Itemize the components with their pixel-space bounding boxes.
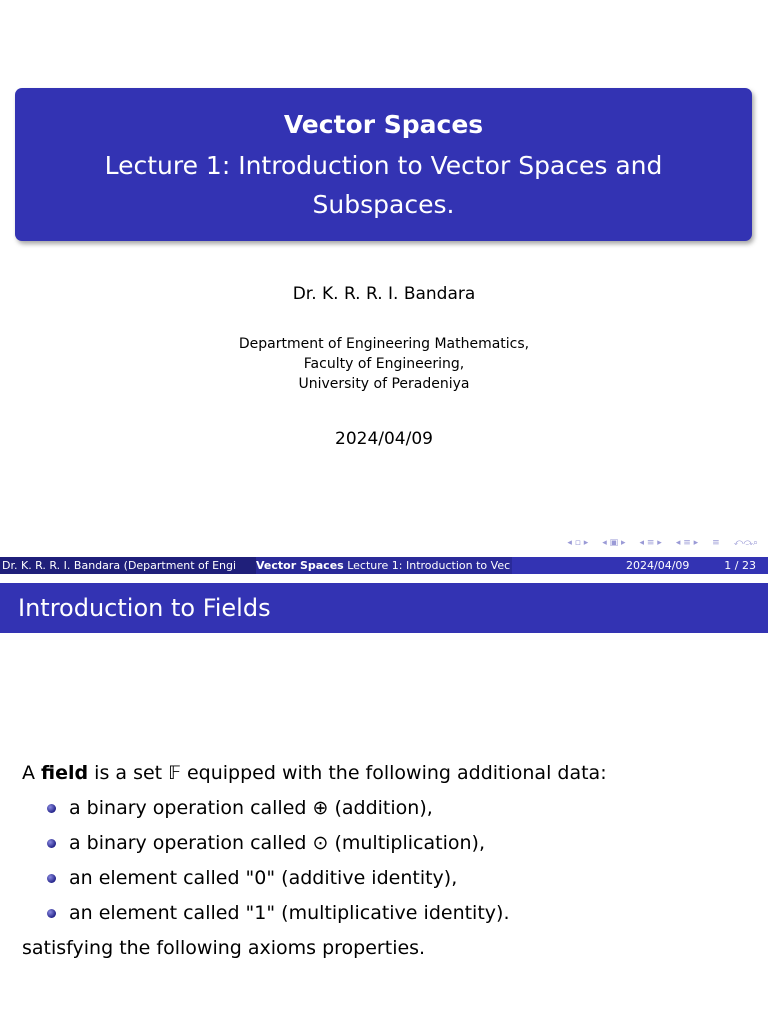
closing-sentence: satisfying the following axioms properties. [22, 937, 426, 959]
nav-search-icon[interactable]: ⤺⤼⌕ [733, 538, 758, 548]
nav-toc-icon[interactable]: ≡ [712, 538, 720, 548]
affiliation-line: University of Peradeniya [298, 376, 470, 392]
presentation-title: Vector Spaces [283, 110, 484, 139]
field-term: field [41, 762, 89, 784]
list-item-text: a binary operation called ⊙ (multiplication), [69, 832, 485, 854]
frame-body [22, 756, 752, 965]
frame-title: Introduction to Fields [0, 583, 768, 633]
presentation-date: 2024/04/09 [335, 429, 433, 449]
list-item [22, 896, 752, 931]
list-item-text: an element called "0" (additive identity), [69, 867, 458, 889]
footer-title [256, 557, 512, 574]
author-name: Dr. K. R. R. I. Bandara [292, 284, 476, 304]
nav-section-icon[interactable]: ◂ ≡ ▸ [639, 538, 662, 548]
nav-document-icon[interactable]: ◂ ≡ ▸ [675, 538, 699, 548]
footer-author: Dr. K. R. R. I. Bandara (Department of Engi [0, 557, 256, 574]
bullet-icon [47, 909, 56, 918]
footer-info [512, 557, 768, 574]
field-data-list [22, 791, 752, 931]
list-item-text: a binary operation called ⊕ (addition), [69, 797, 433, 819]
nav-subsection-icon[interactable]: ◂ ▣ ▸ [602, 538, 626, 548]
presentation-subtitle: Lecture 1: Introduction to Vector Spaces and Subspaces. [104, 151, 663, 219]
list-item [22, 791, 752, 826]
footer-title-rest: Lecture 1: Introduction to Vec [343, 559, 511, 572]
bullet-icon [47, 839, 56, 848]
nav-frame-icon[interactable]: ◂ ▫ ▸ [567, 538, 589, 548]
footer-date: 2024/04/09 [626, 559, 690, 572]
page-number: 1 / 23 [724, 559, 756, 572]
affiliation-line: Faculty of Engineering, [303, 356, 465, 372]
bullet-icon [47, 874, 56, 883]
field-definition [22, 756, 752, 791]
title-block [15, 88, 752, 241]
intro-suffix: is a set 𝔽 equipped with the following additional data: [88, 762, 607, 784]
bullet-icon [47, 804, 56, 813]
list-item [22, 826, 752, 861]
intro-prefix: A [22, 762, 42, 784]
slide-footer [0, 557, 768, 574]
list-item-text: an element called "1" (multiplicative identity). [69, 902, 510, 924]
affiliation-line: Department of Engineering Mathematics, [238, 336, 530, 352]
beamer-navigation [567, 538, 758, 548]
list-item [22, 861, 752, 896]
affiliation [0, 334, 768, 394]
footer-title-bold: Vector Spaces [256, 559, 344, 572]
